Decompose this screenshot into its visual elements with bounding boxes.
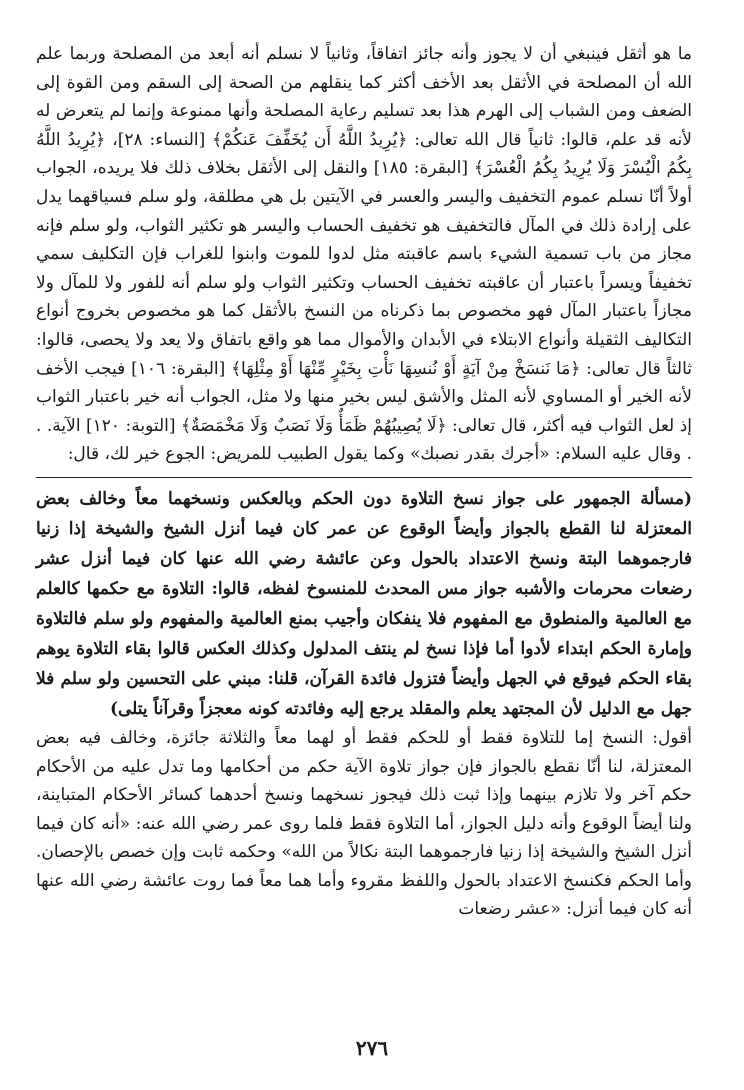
paragraph-masala-bold: (مسألة الجمهور على جواز نسخ التلاوة دون الحكم وبالعكس ونسخهما معاً وخالف بعض المعتزلة لنا القطع بالجواز وأيضاً الوقوع عن عمر كان فيما أنزل الشيخ والشيخة إذا زنيا فارجموهما البتة ونسخ الاعتداد بالحول وعن عائشة رضي الله عنها كان فيما أنزل عشر رضعات محرمات والأشبه جواز مس المحدث للمنسوخ لفظه، قالوا: التلاوة مع حكمها كالعلم مع العالمية والمنطوق مع المفهوم فلا ينفكان وأجيب بمنع العالمية والمفهوم ولو سلم فالتلاوة وإمارة الحكم ابتداء لأدوا أما فإذا نسخ لم ينتف المدلول وكذلك العكس قالوا بقاء التلاوة يوهم بقاء الحكم فيوقع في الجهل وأيضاً فتزول فائدة القرآن، قلنا: مبني على التحسين ولو سلم فلا جهل مع الدليل لأن المجتهد يعلم والمقلد يرجع إليه وفائدته كونه معجزاً وقرآناً يتلى) — [36, 488, 692, 719]
page-number: ٢٧٦ — [355, 1036, 389, 1060]
section-divider — [36, 477, 692, 478]
main-text-block — [36, 40, 692, 924]
paragraph-commentary-continuation: ما هو أثقل فينبغي أن لا يجوز وأنه جائز اتفاقاً، وثانياً لا نسلم أنه أبعد من المصلحة وربما علم الله أن المصلحة في الأثقل بعد الأخف أكثر كما ينقلهم من الصحة إلى السقم ومن القوة إلى الضعف ومن الشباب إلى الهرم هذا بعد تسليم رعاية المصلحة وأنها ممنوعة وإنما لم يتعرض له لأنه قد علم، قالوا: ثانياً قال الله تعالى: ﴿يُرِيدُ اللَّهُ أَن يُخَفِّفَ عَنكُمْ﴾ [النساء: ٢٨]، ﴿يُرِيدُ اللَّهُ بِكُمُ الْيُسْرَ وَلَا يُرِيدُ بِكُمُ الْعُسْرَ﴾ [البقرة: ١٨٥] والنقل إلى الأثقل بخلاف ذلك فلا يريده، الجواب أولاً أنّا نسلم عموم التخفيف واليسر والعسر في الآيتين بل هي مطلقة، ولو سلم فسياقهما يدل على إرادة ذلك في المآل فالتخفيف هو تخفيف الحساب واليسر هو تكثير الثواب، ولو سلم فإنه مجاز من باب تسمية الشيء باسم عاقبته مثل لدوا للموت وابنوا للغراب فإن التكليف سمي تخفيفاً ويسراً باعتبار أن عاقبته تخفيف الحساب وتكثير الثواب ولو سلم أنه للفور ولا للمآل ولا مجازاً باعتبار المآل فهو مخصوص بما ذكرناه من النسخ بالأثقل كما هو مخصوص بخروج أنواع التكاليف الثقيلة وأنواع الابتلاء في الأبدان والأموال مما هو واقع باتفاق ولا يعد ولا يحصى، قالوا: ثالثاً قال تعالى: ﴿مَا نَنسَخْ مِنْ آيَةٍ أَوْ نُنسِهَا نَأْتِ بِخَيْرٍ مِّنْهَا أَوْ مِثْلِهَا﴾ [البقرة: ١٠٦] فيجب الأخف لأنه الخير أو المساوي لأنه المثل والأشق ليس بخير منها ولا مثل، الجواب أنه خير باعتبار الثواب إذ لعل الثواب فيه أكثر، قال تعالى: ﴿لَا يُصِيبُهُمْ ظَمَأٌ وَلَا نَصَبٌ وَلَا مَخْمَصَةٌ﴾ [التوبة: ١٢٠] الآية. . . وقال عليه السلام: «أجرك بقدر نصبك» وكما يقول الطبيب للمريض: الجوع خير لك، قال: — [36, 44, 693, 465]
paragraph-commentary-aqool: أقول: النسخ إما للتلاوة فقط أو للحكم فقط أو لهما معاً والثلاثة جائزة، وخالف فيه بعض المعتزلة، لنا أنّا نقطع بالجواز فإن جواز تلاوة الآية حكم من أحكامها وما تدل عليه من الأحكام حكم آخر ولا تلازم بينهما وإذا ثبت ذلك فيجوز نسخهما ونسخ أحدهما كسائر الأحكام المتباينة، ولنا أيضاً الوقوع وأنه دليل الجواز، أما التلاوة فقط فلما روى عمر رضي الله عنه: «أنه كان فيما أنزل الشيخ والشيخة إذا زنيا فارجموهما البتة نكالاً من الله» وحكمه ثابت وإن خصص بالإحصان. وأما الحكم فكنسخ الاعتداد بالحول واللفظ مقروء وأما هما معاً فما روت عائشة رضي الله عنها أنه كان فيما أنزل: «عشر رضعات — [36, 727, 692, 920]
